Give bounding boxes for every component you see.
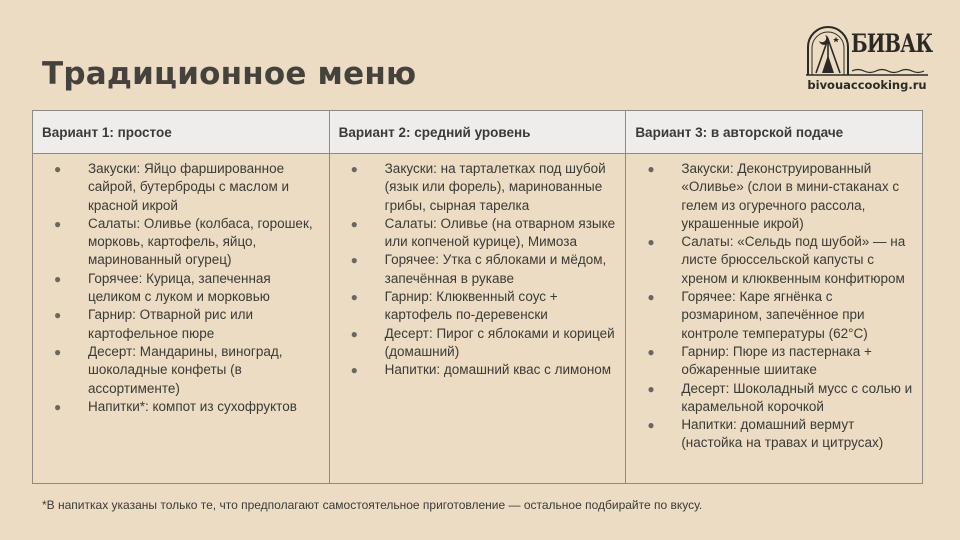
- bullet-icon: ●: [350, 363, 358, 378]
- list-item: [640, 343, 914, 380]
- item-text: Напитки: домашний вермут (настойка на травах и цитрусах): [681, 417, 884, 451]
- bullet-icon: ●: [54, 344, 62, 359]
- list-item: [640, 288, 914, 343]
- item-text: Салаты: Оливье (на отварном языке или копченой курице), Мимоза: [384, 215, 616, 250]
- variant-1-cell: [33, 154, 330, 484]
- page-title: Традиционное меню: [42, 56, 417, 92]
- list-item: [344, 288, 618, 325]
- item-text: Горячее: Утка с яблоками и мёдом, запечённая в рукаве: [384, 252, 607, 286]
- bullet-icon: ●: [350, 253, 358, 268]
- list-item: [47, 343, 321, 398]
- item-text: Салаты: «Сельдь под шубой» — на листе брюссельской капусты с хреном и клюквенным конфитюром: [681, 234, 906, 286]
- table-header-row: [33, 111, 923, 154]
- list-item: [344, 325, 618, 362]
- item-text: Закуски: на тарталетках под шубой (язык или форель), маринованные грибы, сырная тарелка: [384, 161, 606, 213]
- item-text: Салаты: Оливье (колбаса, горошек, морковь, картофель, яйцо, маринованный огурец): [88, 215, 313, 268]
- menu-table: [32, 110, 923, 484]
- variant-2-cell: [329, 154, 626, 484]
- brand-logo[interactable]: [806, 25, 933, 95]
- list-item: [47, 306, 321, 343]
- variant-1-list: [47, 160, 321, 416]
- list-item: [47, 215, 321, 270]
- variant-3-cell: [626, 154, 923, 484]
- item-text: Горячее: Каре ягнёнка с розмарином, запечённое при контроле температуры (62°C): [681, 289, 868, 341]
- logo-wordmark: БИВАК: [851, 29, 933, 58]
- table-row: [33, 154, 923, 484]
- column-header-variant-1: Вариант 1: простое: [33, 111, 330, 154]
- item-text: Закуски: Яйцо фаршированное сайрой, бутерброды с маслом и красной икрой: [88, 161, 290, 213]
- footnote: *В напитках указаны только те, что предполагают самостоятельное приготовление — остальное подбирайте по вкусу.: [42, 498, 703, 512]
- item-text: Закуски: Деконструированный «Оливье» (слои в мини-стаканах с гелем из огуречного рассола, украшенные икрой): [681, 161, 900, 231]
- bullet-icon: ●: [54, 271, 62, 286]
- item-text: Гарнир: Отварной рис или картофельное пюре: [88, 307, 254, 341]
- bullet-icon: ●: [647, 381, 655, 396]
- bullet-icon: ●: [54, 216, 62, 231]
- column-header-variant-3: Вариант 3: в авторской подаче: [626, 111, 923, 154]
- bullet-icon: ●: [647, 162, 655, 176]
- item-text: Напитки: домашний квас с лимоном: [384, 362, 612, 378]
- list-item: [47, 270, 321, 307]
- logo-url[interactable]: bivouaccooking.ru: [807, 78, 927, 92]
- bullet-icon: ●: [350, 290, 358, 305]
- list-item: [344, 251, 618, 288]
- list-item: [640, 380, 914, 417]
- item-text: Горячее: Курица, запеченная целиком с луком и морковью: [88, 270, 271, 305]
- bullet-icon: ●: [647, 418, 655, 433]
- bullet-icon: ●: [647, 290, 655, 305]
- item-text: Напитки*: компот из сухофруктов: [88, 398, 297, 414]
- variant-3-list: [640, 160, 914, 453]
- bullet-icon: ●: [54, 308, 62, 323]
- bullet-icon: ●: [54, 162, 62, 176]
- list-item: [344, 361, 618, 379]
- variant-2-list: [344, 160, 618, 380]
- list-item: [640, 233, 914, 288]
- bullet-icon: ●: [350, 162, 358, 176]
- item-text: Десерт: Мандарины, виноград, шоколадные конфеты (в ассортименте): [88, 343, 283, 396]
- bullet-icon: ●: [350, 216, 358, 231]
- bullet-icon: ●: [54, 399, 62, 414]
- list-item: [47, 398, 321, 416]
- list-item: [640, 160, 914, 233]
- item-text: Гарнир: Пюре из пастернака + обжаренные шиитаке: [681, 343, 872, 378]
- list-item: [344, 215, 618, 252]
- list-item: [47, 160, 321, 215]
- column-header-variant-2: Вариант 2: средний уровень: [329, 111, 626, 154]
- item-text: Десерт: Пирог с яблоками и корицей (домашний): [384, 325, 615, 359]
- bullet-icon: ●: [350, 326, 358, 341]
- item-text: Десерт: Шоколадный мусс с солью и карамельной корочкой: [681, 380, 913, 414]
- list-item: [344, 160, 618, 215]
- bullet-icon: ●: [647, 235, 655, 250]
- list-item: [640, 416, 914, 453]
- bullet-icon: ●: [647, 344, 655, 359]
- item-text: Гарнир: Клюквенный соус + картофель по-деревенски: [384, 289, 558, 323]
